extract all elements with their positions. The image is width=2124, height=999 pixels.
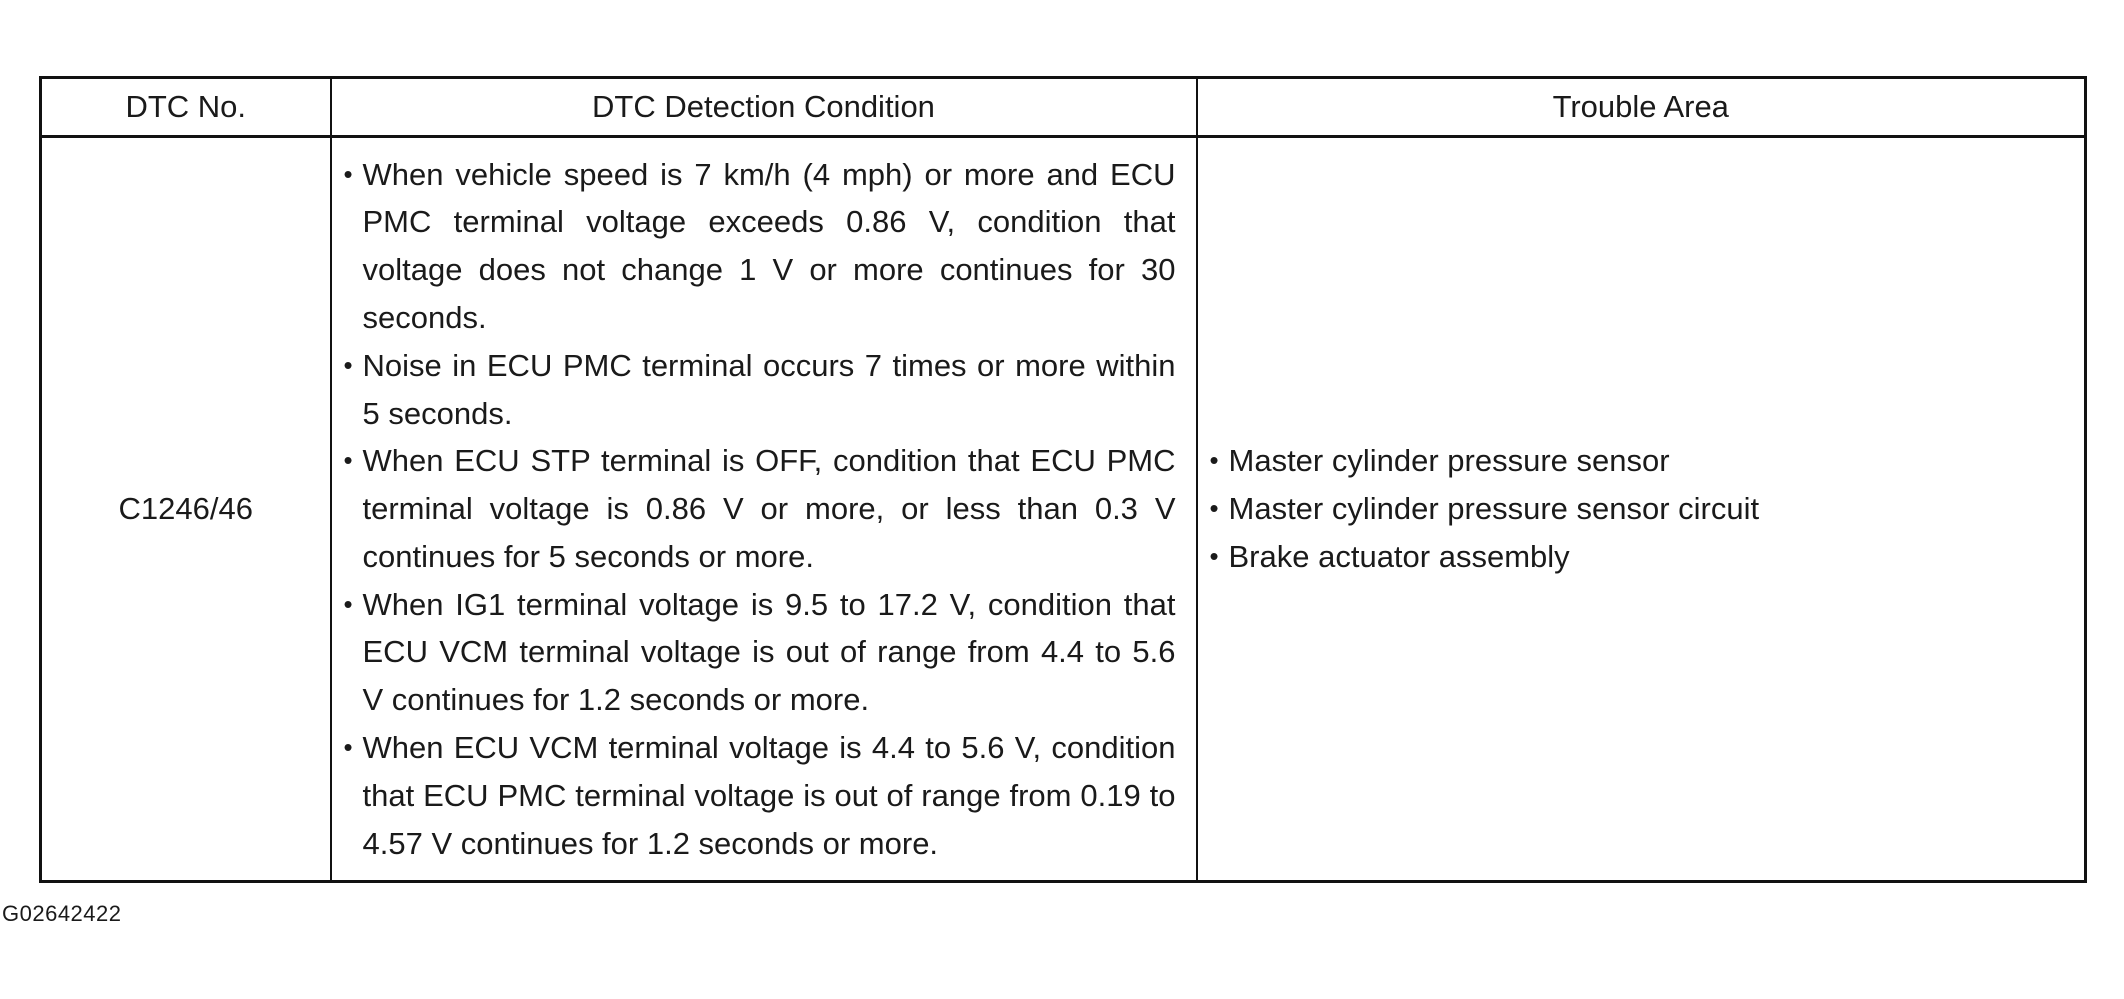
bullet-icon: •: [1209, 493, 1219, 524]
bullet-icon: •: [343, 732, 353, 763]
condition-item: • When IG1 terminal voltage is 9.5 to 17.2 V, condition that ECU VCM terminal voltage is out of range from 4.4 to 5.6 V continues for 1.2 seconds or more.: [344, 581, 1176, 724]
condition-item: • When ECU VCM terminal voltage is 4.4 to 5.6 V, condition that ECU PMC terminal voltage is out of range from 0.19 to 4.57 V continues for 1.2 seconds or more.: [344, 724, 1176, 867]
header-trouble-area: Trouble Area: [1197, 78, 2086, 137]
trouble-area-item: • Brake actuator assembly: [1210, 533, 2085, 581]
bullet-icon: •: [1209, 445, 1219, 476]
condition-list: [344, 151, 1176, 868]
dtc-code-cell: C1246/46: [41, 137, 331, 882]
bullet-icon: •: [343, 588, 353, 619]
condition-item: • When vehicle speed is 7 km/h (4 mph) or more and ECU PMC terminal voltage exceeds 0.86 V, condition that voltage does not change 1 V or more continues for 30 seconds.: [344, 151, 1176, 342]
trouble-area-cell: [1197, 137, 2086, 882]
header-detection-condition: DTC Detection Condition: [331, 78, 1197, 137]
bullet-icon: •: [1209, 540, 1219, 571]
trouble-area-item: • Master cylinder pressure sensor: [1210, 437, 2085, 485]
bullet-icon: •: [343, 349, 353, 380]
bullet-icon: •: [343, 445, 353, 476]
trouble-area-list: [1210, 437, 2085, 580]
dtc-table: [39, 76, 2087, 883]
table-header-row: [41, 78, 2086, 137]
bullet-icon: •: [343, 158, 353, 189]
condition-item: • When ECU STP terminal is OFF, condition that ECU PMC terminal voltage is 0.86 V or more, or less than 0.3 V continues for 5 seconds or more.: [344, 437, 1176, 580]
detection-condition-cell: [331, 137, 1197, 882]
trouble-area-item: • Master cylinder pressure sensor circuit: [1210, 485, 2085, 533]
figure-id: G02642422: [2, 901, 122, 926]
table-row: [41, 137, 2086, 882]
header-dtc-no: DTC No.: [41, 78, 331, 137]
condition-item: • Noise in ECU PMC terminal occurs 7 times or more within 5 seconds.: [344, 342, 1176, 438]
